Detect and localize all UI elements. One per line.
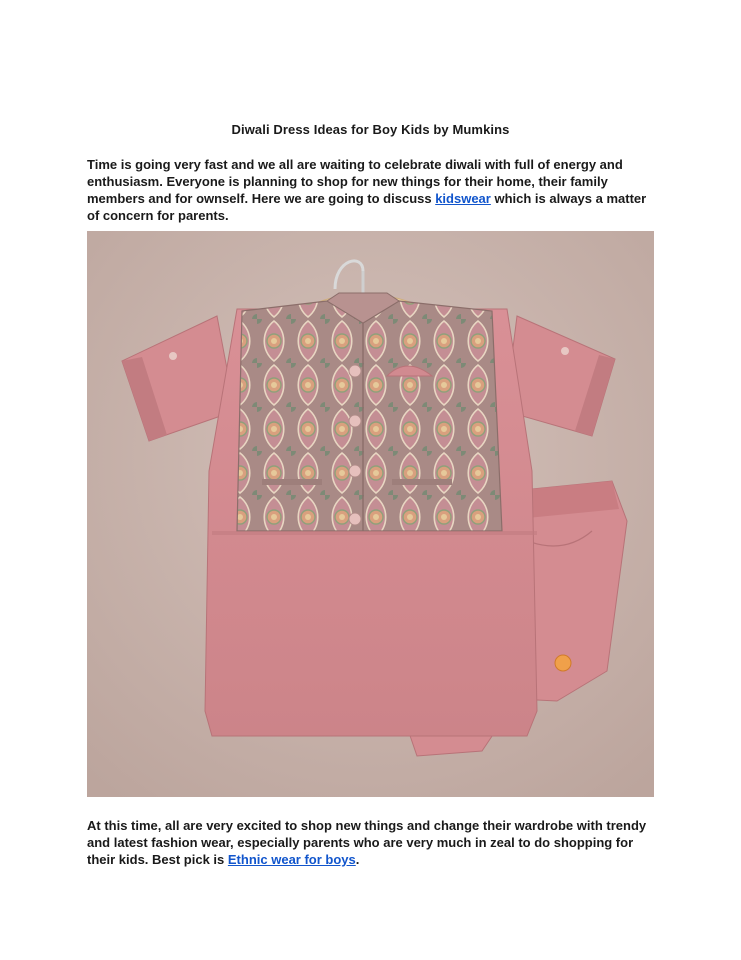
kidswear-link[interactable]: kidswear: [435, 191, 491, 206]
closing-text-end: .: [355, 852, 360, 867]
kurta-set-illustration: [87, 231, 654, 797]
product-photo: [87, 231, 654, 797]
intro-paragraph: [87, 156, 662, 224]
intro-text-end: which is always a matter of concern for parents.: [87, 191, 647, 223]
closing-text-start: At this time, all are very excited to shop new things and change their wardrobe with trendy and latest fashion wear, especially parents who are very much in zeal to do shopping for their kids. Best pick is: [87, 818, 647, 867]
intro-text-start: Time is going very fast and we all are waiting to celebrate diwali with full of energy and enthusiasm. Everyone is planning to shop for new things for their home, their family members and for ownself. Here we are going to discuss: [87, 157, 623, 206]
document-title: Diwali Dress Ideas for Boy Kids by Mumkins: [231, 122, 510, 137]
ethnic-wear-link[interactable]: Ethnic wear for boys: [227, 852, 356, 867]
closing-paragraph: [87, 817, 662, 868]
